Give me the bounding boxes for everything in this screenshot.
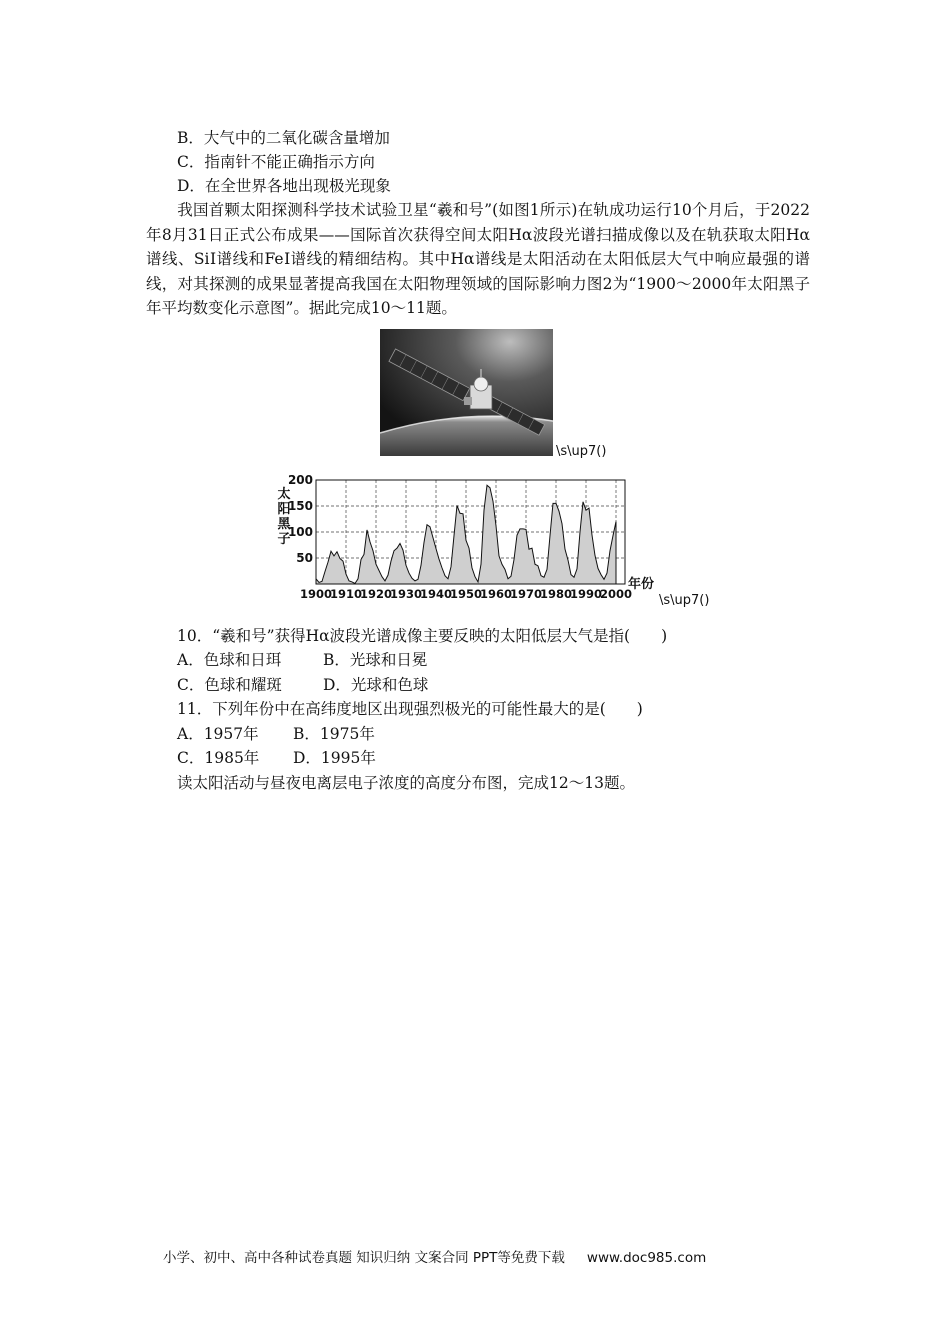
option-c-prev: C．指南针不能正确指示方向 [177,153,375,171]
q11-option-d: D．1995年 [293,749,376,767]
satellite-figure [380,329,553,456]
x-tick-label-0: 1900 [299,587,333,601]
x-tick-label-2: 1920 [359,587,393,601]
x-tick-label-3: 1930 [389,587,423,601]
figure1-caption: \s\up7() [556,444,607,459]
footer-text: 小学、初中、高中各种试卷真题 知识归纳 文案合同 PPT等免费下载 [163,1250,565,1266]
q10-option-a: A．色球和日珥 [177,651,282,669]
y-label-char-3: 子 [277,532,291,547]
y-tick-label-3: 200 [287,473,313,487]
y-label-char-1: 阳 [277,502,291,517]
next-section-intro: 读太阳活动与昼夜电离层电子浓度的高度分布图，完成12～13题。 [177,774,635,792]
q10-option-d: D．光球和色球 [323,676,429,694]
x-tick-label-8: 1980 [539,587,573,601]
y-label-char-2: 黑 [277,517,291,532]
sunspot-chart [270,470,660,604]
y-axis-label [277,486,291,547]
page-footer [163,1246,706,1266]
y-tick-label-0: 50 [296,551,313,565]
q10-option-b: B．光球和日冕 [323,651,428,669]
satellite-illustration [380,329,553,456]
x-tick-label-6: 1960 [479,587,513,601]
intro-paragraph [146,198,810,321]
q11-stem: 11．下列年份中在高纬度地区出现强烈极光的可能性最大的是( ) [177,700,643,718]
y-label-char-0: 太 [277,487,291,502]
x-tick-label-7: 1970 [509,587,543,601]
option-b-prev: B．大气中的二氧化碳含量增加 [177,129,390,147]
q11-option-b: B．1975年 [293,725,375,743]
footer-link[interactable]: www.doc985.com [586,1250,707,1266]
q11-option-a: A．1957年 [177,725,259,743]
q11-option-c: C．1985年 [177,749,260,767]
x-tick-label-4: 1940 [419,587,453,601]
q10-option-c: C．色球和耀斑 [177,676,282,694]
x-tick-label-1: 1910 [329,587,363,601]
y-tick-label-1: 100 [287,525,313,539]
sunspot-chart-svg [270,470,660,604]
y-tick-label-2: 150 [287,499,313,513]
x-tick-label-10: 2000 [599,587,633,601]
x-axis-label: 年份 [628,577,655,592]
figure2-caption: \s\up7() [659,593,710,608]
x-tick-label-5: 1950 [449,587,483,601]
q10-stem: 10．“羲和号”获得Hα波段光谱成像主要反映的太阳低层大气是指( ) [177,627,668,645]
option-d-prev: D．在全世界各地出现极光现象 [177,177,391,195]
intro-text: 我国首颗太阳探测科学技术试验卫星“羲和号”(如图1所示)在轨成功运行10个月后，于2022年8月31日正式公布成果——国际首次获得空间太阳Hα波段光谱扫描成像以及在轨获取太阳Hα谱线、SiⅠ谱线和FeⅠ谱线的精细结构。其中Hα谱线是太阳活动在太阳低层大气中响应最强的谱线，对其探测的成果显著提高我国在太阳物理领域的国际影响力图2为“1900～2000年太阳黑子年平均数变化示意图”。据此完成10～11题。 [146,201,810,317]
x-tick-label-9: 1990 [569,587,603,601]
